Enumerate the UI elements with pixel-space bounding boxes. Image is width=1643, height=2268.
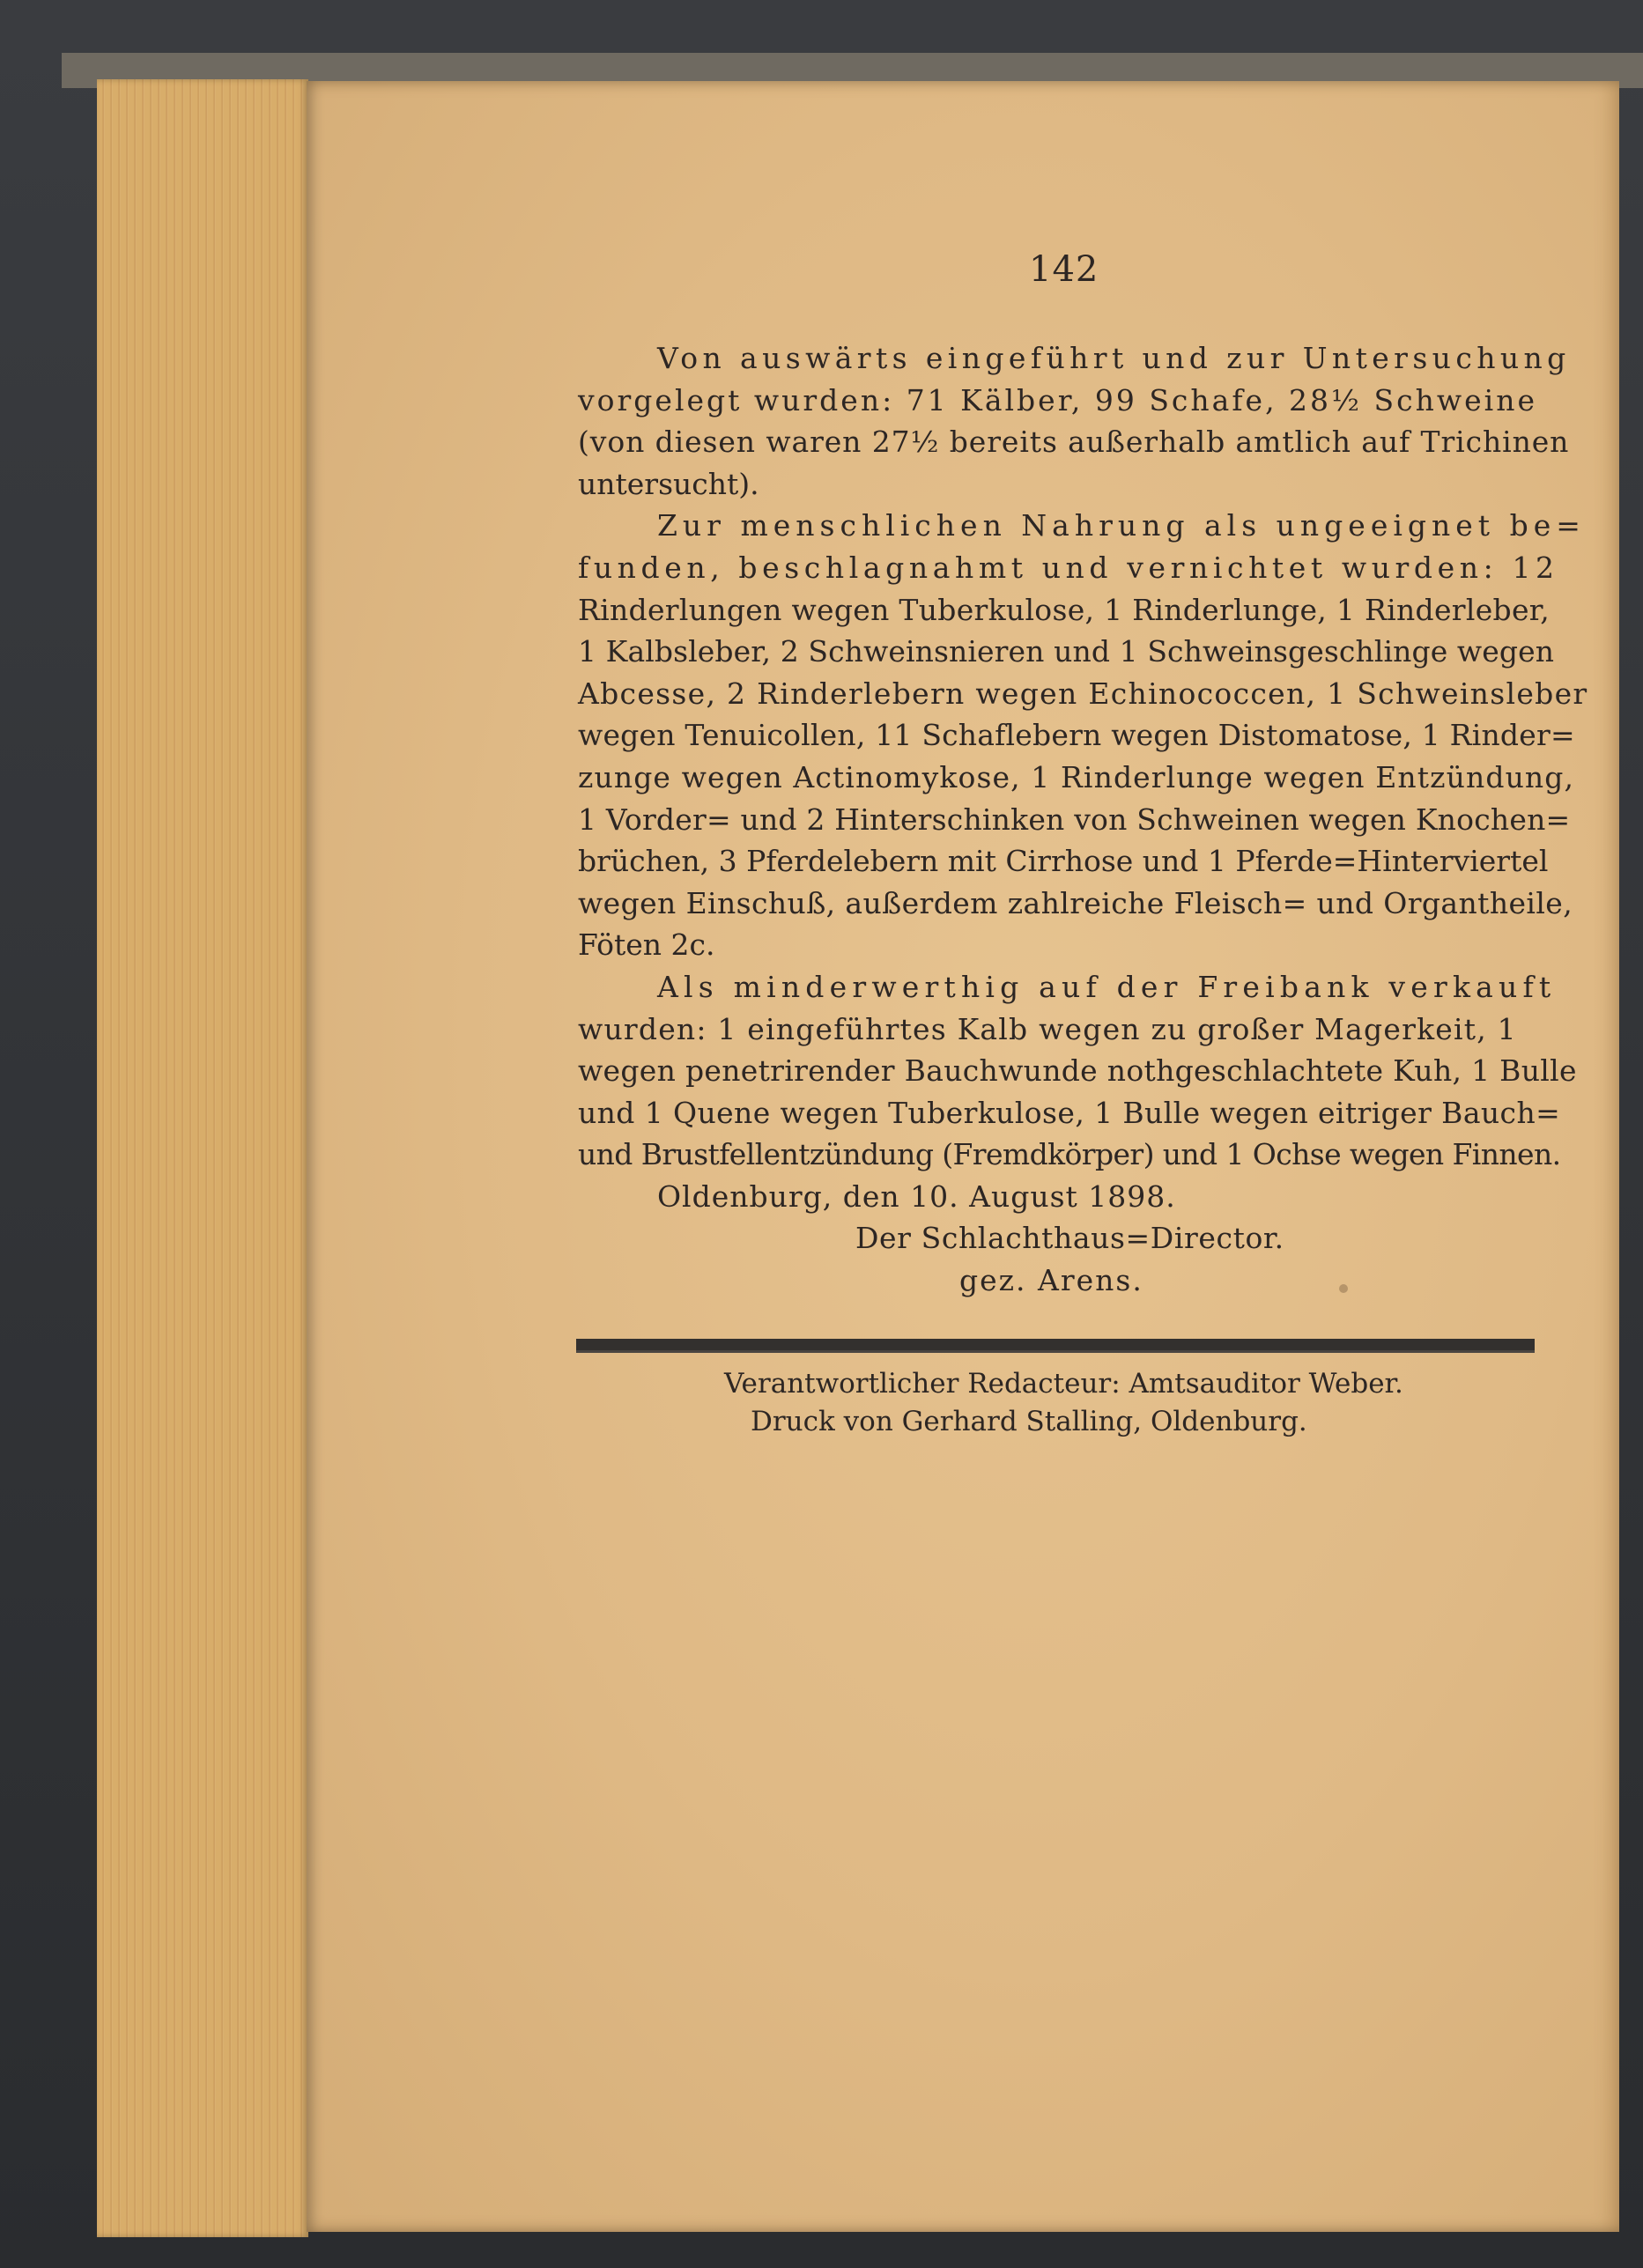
text-line: zunge wegen Actinomykose, 1 Rinderlunge wegen Entzündung, (578, 759, 1575, 794)
text-line: und 1 Quene wegen Tuberkulose, 1 Bulle wegen eitriger Bauch= (578, 1095, 1561, 1130)
page-number: 142 (1029, 249, 1099, 290)
text-line: Föten 2c. (578, 927, 715, 963)
text-line: Von auswärts eingeführt und zur Untersuchung (657, 341, 1571, 375)
footer-editor-line: Verantwortlicher Redacteur: Amtsauditor Weber. (724, 1368, 1403, 1400)
text-line: 1 Kalbsleber, 2 Schweinsnieren und 1 Schweinsgeschlinge wegen (578, 634, 1555, 669)
text-line: untersucht). (578, 466, 759, 501)
text-line: wegen Einschuß, außerdem zahlreiche Fleisch= und Organtheile, (578, 885, 1573, 920)
text-line: wegen penetrirender Bauchwunde nothgeschlachtete Kuh, 1 Bulle (578, 1053, 1577, 1089)
text-line: 1 Vorder= und 2 Hinterschinken von Schweinen wegen Knochen= (578, 802, 1571, 837)
signature-title: Der Schlachthaus=Director. (855, 1221, 1284, 1256)
text-line: Zur menschlichen Nahrung als ungeeignet be= (657, 508, 1586, 543)
text-line: vorgelegt wurden: 71 Kälber, 99 Schafe, 28½ Schweine (578, 382, 1537, 417)
text-line: wurden: 1 eingeführtes Kalb wegen zu großer Magerkeit, 1 (578, 1011, 1517, 1046)
text-line: Abcesse, 2 Rinderlebern wegen Echinococcen, 1 Schweinsleber (578, 676, 1588, 711)
signature-name: gez. Arens. (959, 1263, 1143, 1298)
text-line: funden, beschlagnahmt und vernichtet wurden: 12 (578, 550, 1559, 585)
text-line: (von diesen waren 27½ bereits außerhalb amtlich auf Trichinen (578, 425, 1570, 460)
page-stack-edge (97, 79, 308, 2237)
text-line: und Brustfellentzündung (Fremdkörper) und 1 Ochse wegen Finnen. (578, 1137, 1561, 1172)
place-date: Oldenburg, den 10. August 1898. (657, 1178, 1176, 1214)
body-text (578, 337, 1588, 1302)
footer-printer-line: Druck von Gerhard Stalling, Oldenburg. (751, 1406, 1307, 1437)
horizontal-rule (576, 1339, 1535, 1353)
text-line: Als minderwerthig auf der Freibank verkauft (657, 969, 1557, 1004)
text-line: Rinderlungen wegen Tuberkulose, 1 Rinderlunge, 1 Rinderleber, (578, 592, 1550, 627)
text-line: wegen Tenuicollen, 11 Schaflebern wegen Distomatose, 1 Rinder= (578, 718, 1575, 753)
text-line: brüchen, 3 Pferdelebern mit Cirrhose und 1 Pferde=Hinterviertel (578, 844, 1549, 879)
